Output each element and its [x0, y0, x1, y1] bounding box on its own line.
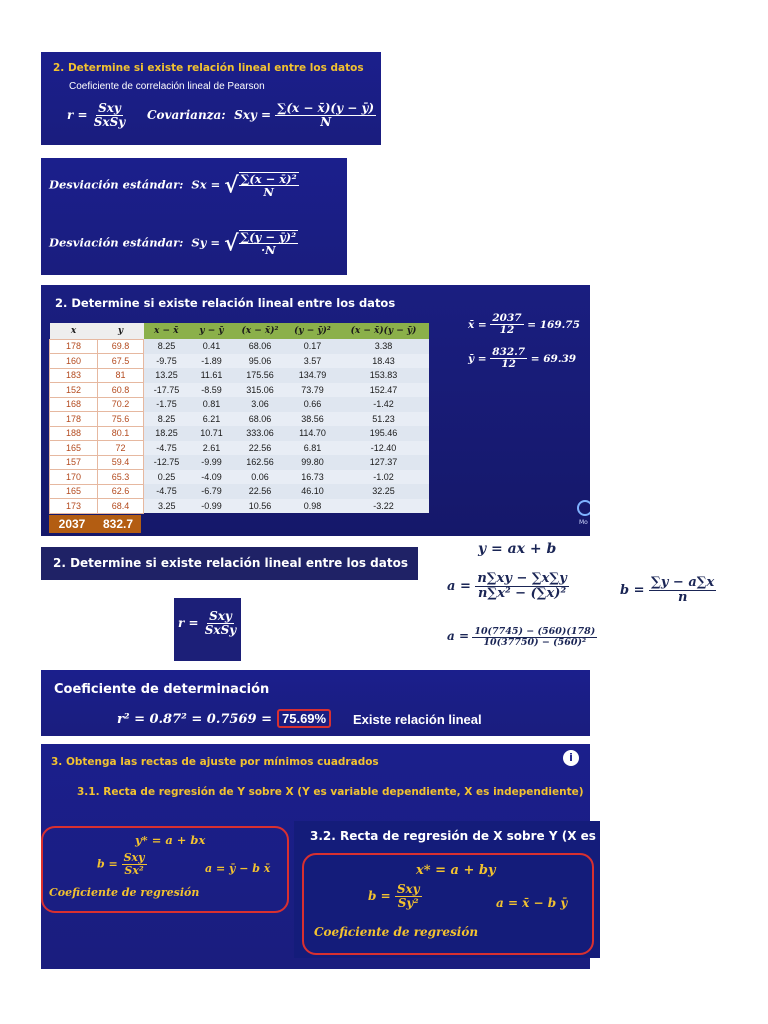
table-cell: 65.3 — [98, 470, 144, 485]
table-cell: 315.06 — [234, 383, 287, 398]
table-cell: 3.57 — [287, 354, 339, 369]
table-cell: 0.41 — [190, 339, 234, 354]
table-cell: 18.43 — [339, 354, 429, 369]
table-cell: 68.06 — [234, 412, 287, 427]
table-cell: 11.61 — [190, 368, 234, 383]
table-cell: 6.81 — [287, 441, 339, 456]
table-row — [50, 397, 429, 412]
table-row — [50, 354, 429, 369]
table-cell: 13.25 — [144, 368, 190, 383]
table-cell: 152 — [50, 383, 98, 398]
table-cell: -9.99 — [190, 455, 234, 470]
table-cell: 0.17 — [287, 339, 339, 354]
table-cell: 178 — [50, 412, 98, 427]
table-cell: 68.4 — [98, 499, 144, 514]
logo-icon — [577, 500, 590, 516]
panel-subtitle: Coeficiente de correlación lineal de Pearson — [69, 81, 265, 92]
panel-title: Coeficiente de determinación — [54, 682, 270, 697]
table-cell: 72 — [98, 441, 144, 456]
table-cell: 46.10 — [287, 484, 339, 499]
data-table-panel — [41, 285, 590, 536]
covariance-formula: Covarianza: Sxy = $\frac{\sum(x - x̄)(y - ȳ)}{N}$ — [147, 101, 375, 129]
table-row — [50, 339, 429, 354]
table-row — [50, 368, 429, 383]
column-header: (y − ȳ)² — [287, 323, 339, 339]
subtitle-x-on-y: 3.2. Recta de regresión de X sobre Y (X es v — [310, 829, 608, 843]
table-cell: -4.09 — [190, 470, 234, 485]
determination-equation: r² = 0.87² = 0.7569 = — [117, 712, 272, 727]
table-cell: -4.75 — [144, 484, 190, 499]
table-cell: -1.42 — [339, 397, 429, 412]
table-cell: 8.25 — [144, 412, 190, 427]
b-coefficient-formula: b = $\frac{\text{Sxy}}{\text{Sy²}}$ — [368, 882, 420, 910]
table-cell: 168 — [50, 397, 98, 412]
data-table — [49, 323, 429, 514]
table-row — [50, 484, 429, 499]
table-cell: -3.22 — [339, 499, 429, 514]
table-row — [50, 412, 429, 427]
info-icon[interactable]: i — [563, 750, 579, 766]
percent-highlight: 75.69% — [277, 709, 331, 728]
table-cell: 59.4 — [98, 455, 144, 470]
sum-x-cell: 2037 — [49, 515, 95, 533]
table-row — [50, 426, 429, 441]
table-cell: 0.98 — [287, 499, 339, 514]
table-cell: 16.73 — [287, 470, 339, 485]
table-cell: 173 — [50, 499, 98, 514]
mean-y-formula: ȳ = $\frac{832.7}{12}$ = 69.39 — [468, 346, 577, 371]
table-cell: 175.56 — [234, 368, 287, 383]
y-on-x-equation: y* = a + bx — [135, 833, 206, 847]
table-row — [50, 499, 429, 514]
column-header: y − ȳ — [190, 323, 234, 339]
table-cell: 160 — [50, 354, 98, 369]
table-cell: 99.80 — [287, 455, 339, 470]
table-cell: 32.25 — [339, 484, 429, 499]
r-formula-panel — [174, 598, 241, 661]
table-cell: 2.61 — [190, 441, 234, 456]
table-row — [50, 441, 429, 456]
column-header: (x − x̄)² — [234, 323, 287, 339]
table-cell: 62.6 — [98, 484, 144, 499]
table-cell: 73.79 — [287, 383, 339, 398]
table-cell: -12.75 — [144, 455, 190, 470]
line-equation: y = ax + b — [478, 541, 557, 557]
table-cell: 70.2 — [98, 397, 144, 412]
table-cell: -6.79 — [190, 484, 234, 499]
table-header-row — [50, 323, 429, 339]
table-cell: -1.75 — [144, 397, 190, 412]
table-cell: -0.99 — [190, 499, 234, 514]
coefficient-label: Coeficiente de regresión — [49, 886, 200, 899]
sum-y-cell: 832.7 — [95, 515, 141, 533]
slope-a-substituted: a = $\frac{10(7745) - (560)(178)}{\text{10(37750) − (560)²}}$ — [447, 626, 596, 648]
column-header: x — [50, 323, 98, 339]
subtitle-y-on-x: 3.1. Recta de regresión de Y sobre X (Y es variable dependiente, X es independiente) — [77, 786, 584, 798]
table-cell: 10.56 — [234, 499, 287, 514]
table-cell: 333.06 — [234, 426, 287, 441]
table-cell: 0.06 — [234, 470, 287, 485]
panel-title: 2. Determine si existe relación lineal entre los datos — [53, 62, 364, 74]
title-banner-panel — [41, 547, 418, 580]
mean-x-formula: x̄ = $\frac{2037}{12}$ = 169.75 — [468, 312, 580, 337]
table-cell: 8.25 — [144, 339, 190, 354]
table-cell: 0.25 — [144, 470, 190, 485]
b-coefficient-formula: b = $\frac{\text{Sxy}}{\text{Sx²}}$ — [97, 851, 145, 877]
table-cell: 3.38 — [339, 339, 429, 354]
conclusion-text: Existe relación lineal — [353, 712, 482, 727]
table-cell: 69.8 — [98, 339, 144, 354]
table-cell: 114.70 — [287, 426, 339, 441]
table-cell: 51.23 — [339, 412, 429, 427]
intercept-b-formula: b = $\frac{\sum y - a\sum x}{n}$ — [620, 575, 715, 605]
column-header: y — [98, 323, 144, 339]
table-cell: 165 — [50, 441, 98, 456]
panel-title: 3. Obtenga las rectas de ajuste por mínimos cuadrados — [51, 756, 379, 768]
table-cell: 188 — [50, 426, 98, 441]
table-cell: -17.75 — [144, 383, 190, 398]
table-cell: 22.56 — [234, 484, 287, 499]
table-cell: 10.71 — [190, 426, 234, 441]
table-row — [50, 455, 429, 470]
table-cell: 75.6 — [98, 412, 144, 427]
column-header: (x − x̄)(y − ȳ) — [339, 323, 429, 339]
corner-text: Mo — [579, 519, 588, 526]
table-cell: 60.8 — [98, 383, 144, 398]
slope-a-formula: a = $\frac{n\sum xy - \sum x\sum y}{\text{n∑x² − (∑x)²}}$ — [447, 571, 567, 601]
table-cell: 80.1 — [98, 426, 144, 441]
std-dev-x-formula: Desviación estándar: Sx = √ $\frac{\text{∑(x − x̄)²}}{N}$ — [49, 172, 297, 200]
r-formula: r = $\frac{\text{Sxy}}{\text{SxSy}}$ — [67, 101, 126, 129]
table-cell: 153.83 — [339, 368, 429, 383]
table-cell: 6.21 — [190, 412, 234, 427]
table-cell: 170 — [50, 470, 98, 485]
table-cell: 152.47 — [339, 383, 429, 398]
panel-title: 2. Determine si existe relación lineal entre los datos — [55, 296, 396, 310]
panel-title: 2. Determine si existe relación lineal entre los datos — [53, 556, 408, 570]
a-coefficient-formula: a = ȳ − b x̄ — [205, 862, 271, 875]
table-cell: 178 — [50, 339, 98, 354]
determination-panel — [41, 670, 590, 736]
table-cell: -1.02 — [339, 470, 429, 485]
table-cell: 22.56 — [234, 441, 287, 456]
table-cell: 3.25 — [144, 499, 190, 514]
x-on-y-equation: x* = a + by — [416, 863, 496, 878]
table-cell: 95.06 — [234, 354, 287, 369]
table-cell: 0.81 — [190, 397, 234, 412]
table-row — [50, 470, 429, 485]
table-cell: 165 — [50, 484, 98, 499]
table-cell: 38.56 — [287, 412, 339, 427]
table-cell: -12.40 — [339, 441, 429, 456]
table-cell: 127.37 — [339, 455, 429, 470]
table-cell: -8.59 — [190, 383, 234, 398]
table-cell: 18.25 — [144, 426, 190, 441]
table-cell: -1.89 — [190, 354, 234, 369]
table-cell: 81 — [98, 368, 144, 383]
table-cell: 67.5 — [98, 354, 144, 369]
x-on-y-panel — [294, 821, 608, 958]
coefficient-label: Coeficiente de regresión — [314, 925, 479, 939]
pearson-panel — [41, 52, 381, 145]
std-dev-panel — [41, 158, 347, 275]
std-dev-y-formula: Desviación estándar: Sy = √ $\frac{\text{∑(y − ȳ)²}}{\cdot N}$ — [49, 230, 297, 258]
table-cell: 183 — [50, 368, 98, 383]
r-formula: r = $\frac{\text{Sxy}}{\text{SxSy}}$ — [178, 609, 237, 637]
a-coefficient-formula: a = x̄ − b ȳ — [496, 896, 568, 910]
table-row — [50, 383, 429, 398]
table-cell: 134.79 — [287, 368, 339, 383]
table-cell: -4.75 — [144, 441, 190, 456]
table-cell: 3.06 — [234, 397, 287, 412]
table-cell: -9.75 — [144, 354, 190, 369]
table-cell: 162.56 — [234, 455, 287, 470]
table-cell: 157 — [50, 455, 98, 470]
table-cell: 0.66 — [287, 397, 339, 412]
table-cell: 68.06 — [234, 339, 287, 354]
table-cell: 195.46 — [339, 426, 429, 441]
column-header: x − x̄ — [144, 323, 190, 339]
